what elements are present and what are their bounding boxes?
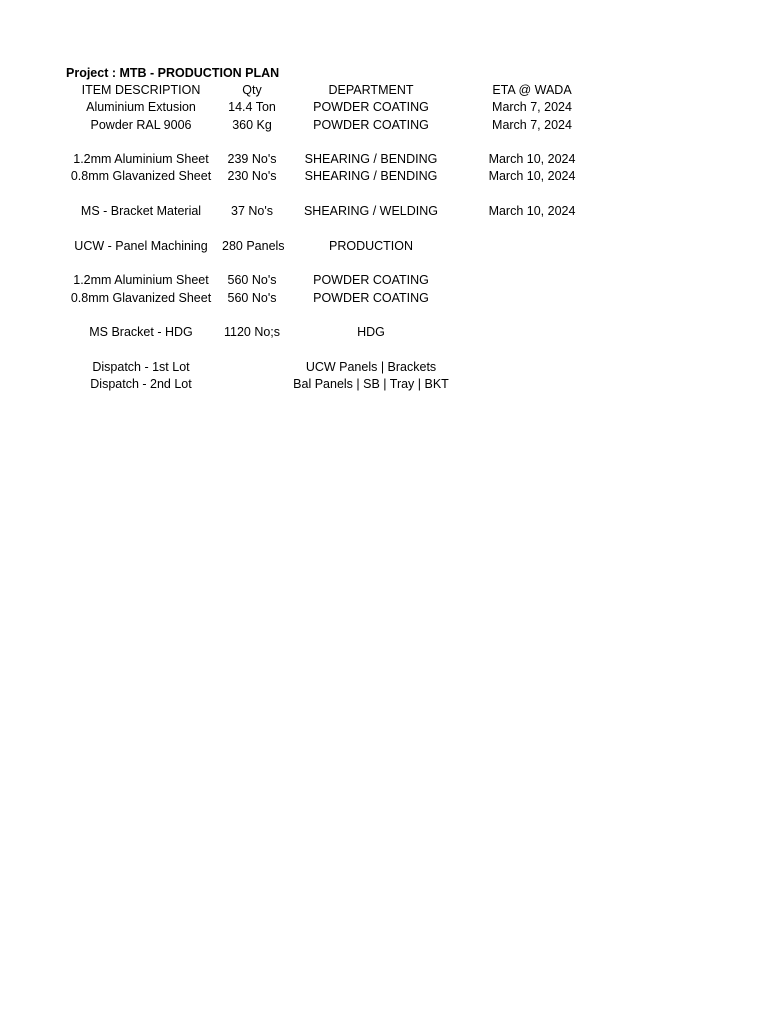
- page-title: Project : MTB - PRODUCTION PLAN: [66, 66, 280, 80]
- table-row: [60, 359, 620, 376]
- header-eta: ETA @ WADA: [492, 83, 572, 97]
- eta-date: March 7, 2024: [492, 100, 572, 115]
- blank-row: [60, 255, 620, 272]
- department: POWDER COATING: [313, 117, 429, 132]
- item-description: 1.2mm Aluminium Sheet: [73, 152, 209, 167]
- table-row: [60, 117, 620, 134]
- eta-date: [460, 238, 604, 255]
- blank-row: [60, 186, 620, 203]
- production-plan-table: [60, 82, 620, 393]
- eta-date: [460, 324, 604, 341]
- header-department: DEPARTMENT: [328, 83, 414, 97]
- quantity: 560 No's: [227, 273, 277, 288]
- table-row: [60, 151, 620, 168]
- blank-row: [60, 134, 620, 151]
- quantity: [222, 376, 282, 393]
- quantity: 239 No's: [227, 152, 277, 167]
- item-description: Dispatch - 1st Lot: [92, 359, 190, 374]
- table-row: [60, 238, 620, 255]
- department: SHEARING / BENDING: [304, 169, 438, 184]
- quantity: 360 Kg: [232, 117, 272, 132]
- quantity: 280 Panels: [222, 238, 285, 253]
- item-description: UCW - Panel Machining: [74, 238, 208, 253]
- eta-date: March 7, 2024: [492, 117, 572, 132]
- quantity: 14.4 Ton: [228, 100, 276, 115]
- department: Bal Panels | SB | Tray | BKT: [293, 377, 449, 392]
- blank-row: [60, 341, 620, 358]
- header-item-description: ITEM DESCRIPTION: [81, 83, 201, 97]
- eta-date: March 10, 2024: [488, 204, 576, 219]
- header-qty: Qty: [242, 83, 262, 97]
- item-description: Dispatch - 2nd Lot: [90, 377, 192, 392]
- item-description: Aluminium Extusion: [86, 100, 196, 115]
- department: POWDER COATING: [313, 273, 429, 288]
- table-row: [60, 168, 620, 185]
- eta-date: [460, 290, 604, 307]
- blank-row: [60, 307, 620, 324]
- quantity: [222, 359, 282, 376]
- quantity: 230 No's: [227, 169, 277, 184]
- department: UCW Panels | Brackets: [305, 359, 437, 374]
- quantity: 1120 No;s: [223, 325, 281, 340]
- table-row: [60, 290, 620, 307]
- department: PRODUCTION: [328, 238, 414, 253]
- item-description: MS - Bracket Material: [80, 204, 202, 219]
- department: HDG: [357, 325, 385, 340]
- department: POWDER COATING: [313, 290, 429, 305]
- department: SHEARING / BENDING: [304, 152, 438, 167]
- item-description: 1.2mm Aluminium Sheet: [73, 273, 209, 288]
- eta-date: [460, 376, 604, 393]
- table-header-row: [60, 82, 620, 99]
- department: SHEARING / WELDING: [303, 204, 439, 219]
- blank-row: [60, 220, 620, 237]
- eta-date: March 10, 2024: [488, 169, 576, 184]
- table-row: [60, 376, 620, 393]
- table-row: [60, 203, 620, 220]
- table-row: [60, 272, 620, 289]
- table-row: [60, 324, 620, 341]
- item-description: Powder RAL 9006: [90, 117, 192, 132]
- item-description: 0.8mm Glavanized Sheet: [70, 290, 212, 305]
- item-description: MS Bracket - HDG: [89, 325, 193, 340]
- quantity: 37 No's: [231, 204, 273, 219]
- department: POWDER COATING: [313, 100, 429, 115]
- table-row: [60, 99, 620, 116]
- eta-date: [460, 272, 604, 289]
- eta-date: [460, 359, 604, 376]
- eta-date: March 10, 2024: [488, 152, 576, 167]
- quantity: 560 No's: [227, 290, 277, 305]
- item-description: 0.8mm Glavanized Sheet: [70, 169, 212, 184]
